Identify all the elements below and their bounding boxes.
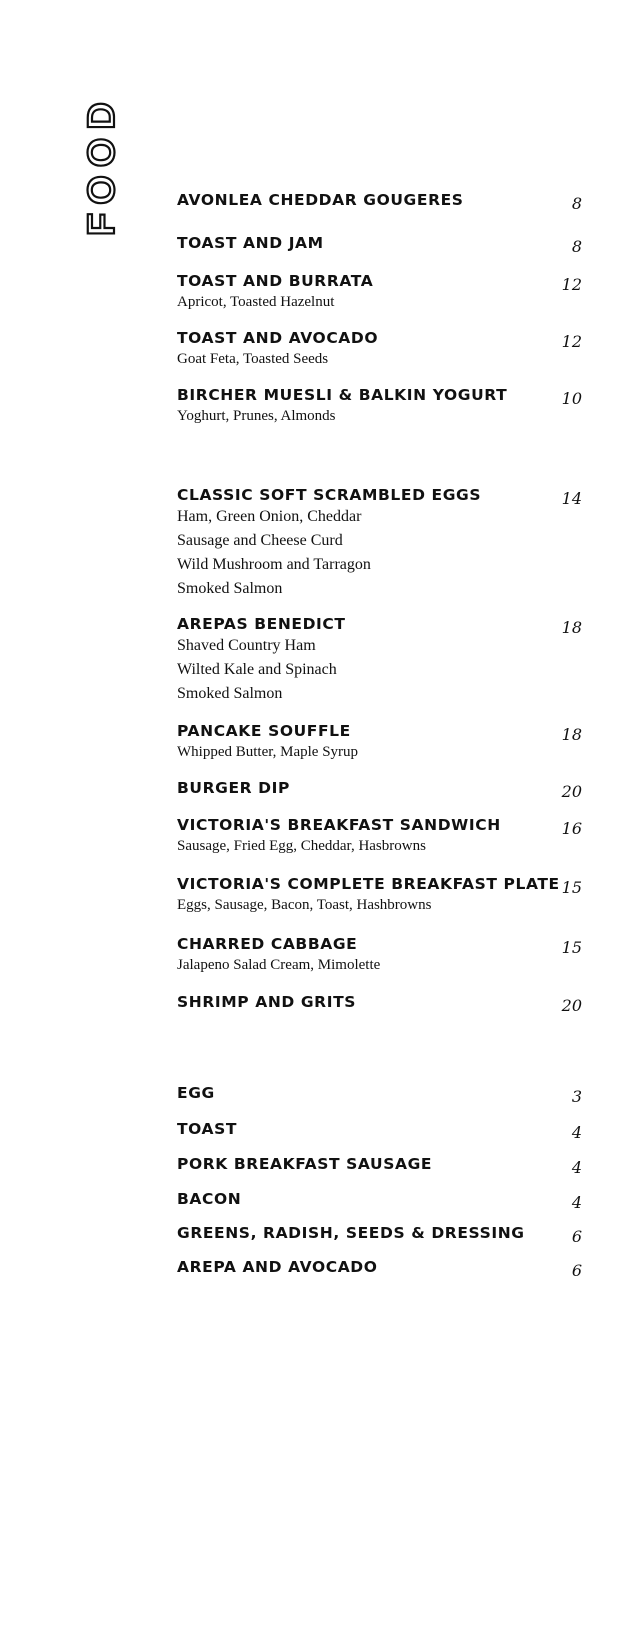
menu-item: [177, 778, 582, 801]
menu-item: [177, 1083, 582, 1106]
menu-item: [177, 614, 582, 706]
menu-item: [177, 721, 582, 763]
item-price: 6: [571, 1261, 582, 1280]
item-description: Sausage and Cheese Curd: [177, 532, 343, 549]
menu-item: [177, 992, 582, 1015]
item-price: 6: [571, 1227, 582, 1246]
menu-item: [177, 233, 582, 256]
item-price: 20: [561, 996, 582, 1015]
item-price: 3: [571, 1087, 582, 1106]
item-price: 18: [561, 725, 582, 744]
item-description: Shaved Country Ham: [177, 637, 316, 654]
item-price: 4: [571, 1193, 582, 1212]
menu-item: [177, 1189, 582, 1212]
item-name: VICTORIA'S BREAKFAST SANDWICH: [177, 816, 501, 834]
item-name: PANCAKE SOUFFLE: [177, 722, 351, 740]
item-description: Smoked Salmon: [177, 685, 283, 702]
item-description: Jalapeno Salad Cream, Mimolette: [177, 957, 381, 973]
item-name: AREPAS BENEDICT: [177, 615, 346, 633]
item-name: AREPA AND AVOCADO: [177, 1258, 378, 1276]
item-name: CHARRED CABBAGE: [177, 935, 358, 953]
item-description: Eggs, Sausage, Bacon, Toast, Hashbrowns: [177, 897, 432, 913]
menu-item: [177, 190, 582, 213]
item-name: EGG: [177, 1084, 215, 1102]
item-name: SHRIMP AND GRITS: [177, 993, 357, 1011]
item-name: TOAST AND JAM: [177, 234, 324, 252]
item-price: 20: [561, 782, 582, 801]
item-price: 4: [571, 1123, 582, 1142]
menu-item: [177, 271, 582, 313]
menu-item: [177, 485, 582, 601]
item-name: BIRCHER MUESLI & BALKIN YOGURT: [177, 386, 508, 404]
item-description: Sausage, Fried Egg, Cheddar, Hasbrowns: [177, 838, 426, 854]
menu-item: [177, 1119, 582, 1142]
menu-item: [177, 385, 582, 427]
item-price: 8: [571, 237, 582, 256]
item-price: 15: [561, 938, 582, 957]
item-name: TOAST: [177, 1120, 238, 1138]
item-description: Yoghurt, Prunes, Almonds: [177, 408, 336, 424]
item-price: 8: [571, 194, 582, 213]
menu-item: [177, 874, 582, 916]
menu-title: FOOD: [81, 94, 123, 236]
item-name: AVONLEA CHEDDAR GOUGERES: [177, 191, 464, 209]
menu-item: [177, 1223, 582, 1246]
item-name: BACON: [177, 1190, 242, 1208]
menu-item: [177, 815, 582, 857]
item-name: TOAST AND BURRATA: [177, 272, 374, 290]
item-price: 16: [561, 819, 582, 838]
item-description: Wilted Kale and Spinach: [177, 661, 337, 678]
item-name: TOAST AND AVOCADO: [177, 329, 379, 347]
menu-item: [177, 1257, 582, 1280]
item-name: GREENS, RADISH, SEEDS & DRESSING: [177, 1224, 525, 1242]
menu-item: [177, 934, 582, 976]
item-price: 4: [571, 1158, 582, 1177]
item-description: Apricot, Toasted Hazelnut: [177, 294, 335, 310]
item-description: Smoked Salmon: [177, 580, 283, 597]
item-description: Ham, Green Onion, Cheddar: [177, 508, 362, 525]
item-price: 12: [561, 275, 582, 294]
item-name: CLASSIC SOFT SCRAMBLED EGGS: [177, 486, 482, 504]
item-price: 14: [561, 489, 582, 508]
item-price: 15: [561, 878, 582, 897]
item-price: 10: [561, 389, 582, 408]
item-description: Whipped Butter, Maple Syrup: [177, 744, 359, 760]
item-price: 12: [561, 332, 582, 351]
item-name: VICTORIA'S COMPLETE BREAKFAST PLATE: [177, 875, 560, 893]
item-description: Wild Mushroom and Tarragon: [177, 556, 371, 573]
item-price: 18: [561, 618, 582, 637]
menu-item: [177, 328, 582, 370]
item-name: BURGER DIP: [177, 779, 290, 797]
item-description: Goat Feta, Toasted Seeds: [177, 351, 329, 367]
menu-item: [177, 1154, 582, 1177]
item-name: PORK BREAKFAST SAUSAGE: [177, 1155, 433, 1173]
